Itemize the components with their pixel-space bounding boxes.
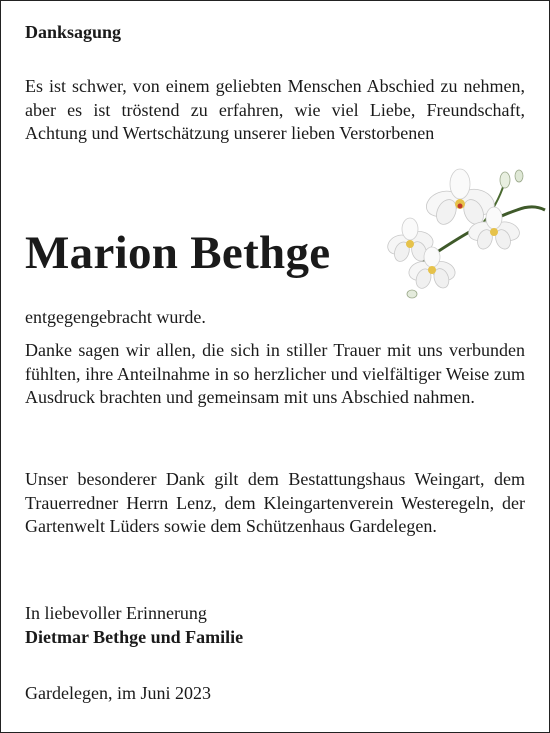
orchid-flower-icon xyxy=(382,162,547,307)
obituary-thanks-notice xyxy=(25,20,525,703)
intro-paragraph: Es ist schwer, von einem geliebten Menschen Abschied zu nehmen, aber es ist tröstend zu erfahren, wie viel Liebe, Freundschaft, Achtung und Wertschätzung unserer lieben Verstorbenen xyxy=(25,76,525,143)
deceased-name: Marion Bethge xyxy=(25,227,331,279)
closing-block xyxy=(25,602,243,649)
closing-line: In liebevoller Erinnerung xyxy=(25,603,207,623)
special-thanks-paragraph: Unser besonderer Dank gilt dem Bestattungshaus Weingart, dem Trauerredner Herrn Lenz, dem Kleingartenverein Westeregeln, der Gartenwelt Lüders sowie dem Schützenhaus Gardelegen. xyxy=(25,469,525,536)
notice-heading: Danksagung xyxy=(25,22,122,42)
place-date: Gardelegen, im Juni 2023 xyxy=(25,683,211,703)
after-name-text: entgegengebracht wurde. xyxy=(25,307,206,327)
signature: Dietmar Bethge und Familie xyxy=(25,626,244,647)
thanks-paragraph: Danke sagen wir allen, die sich in stiller Trauer mit uns verbunden fühlten, ihre Anteilnahme in so herzlicher und vielfältiger Weise zum Ausdruck brachten und gemeinsam mit uns Abschied nahmen. xyxy=(25,340,525,407)
